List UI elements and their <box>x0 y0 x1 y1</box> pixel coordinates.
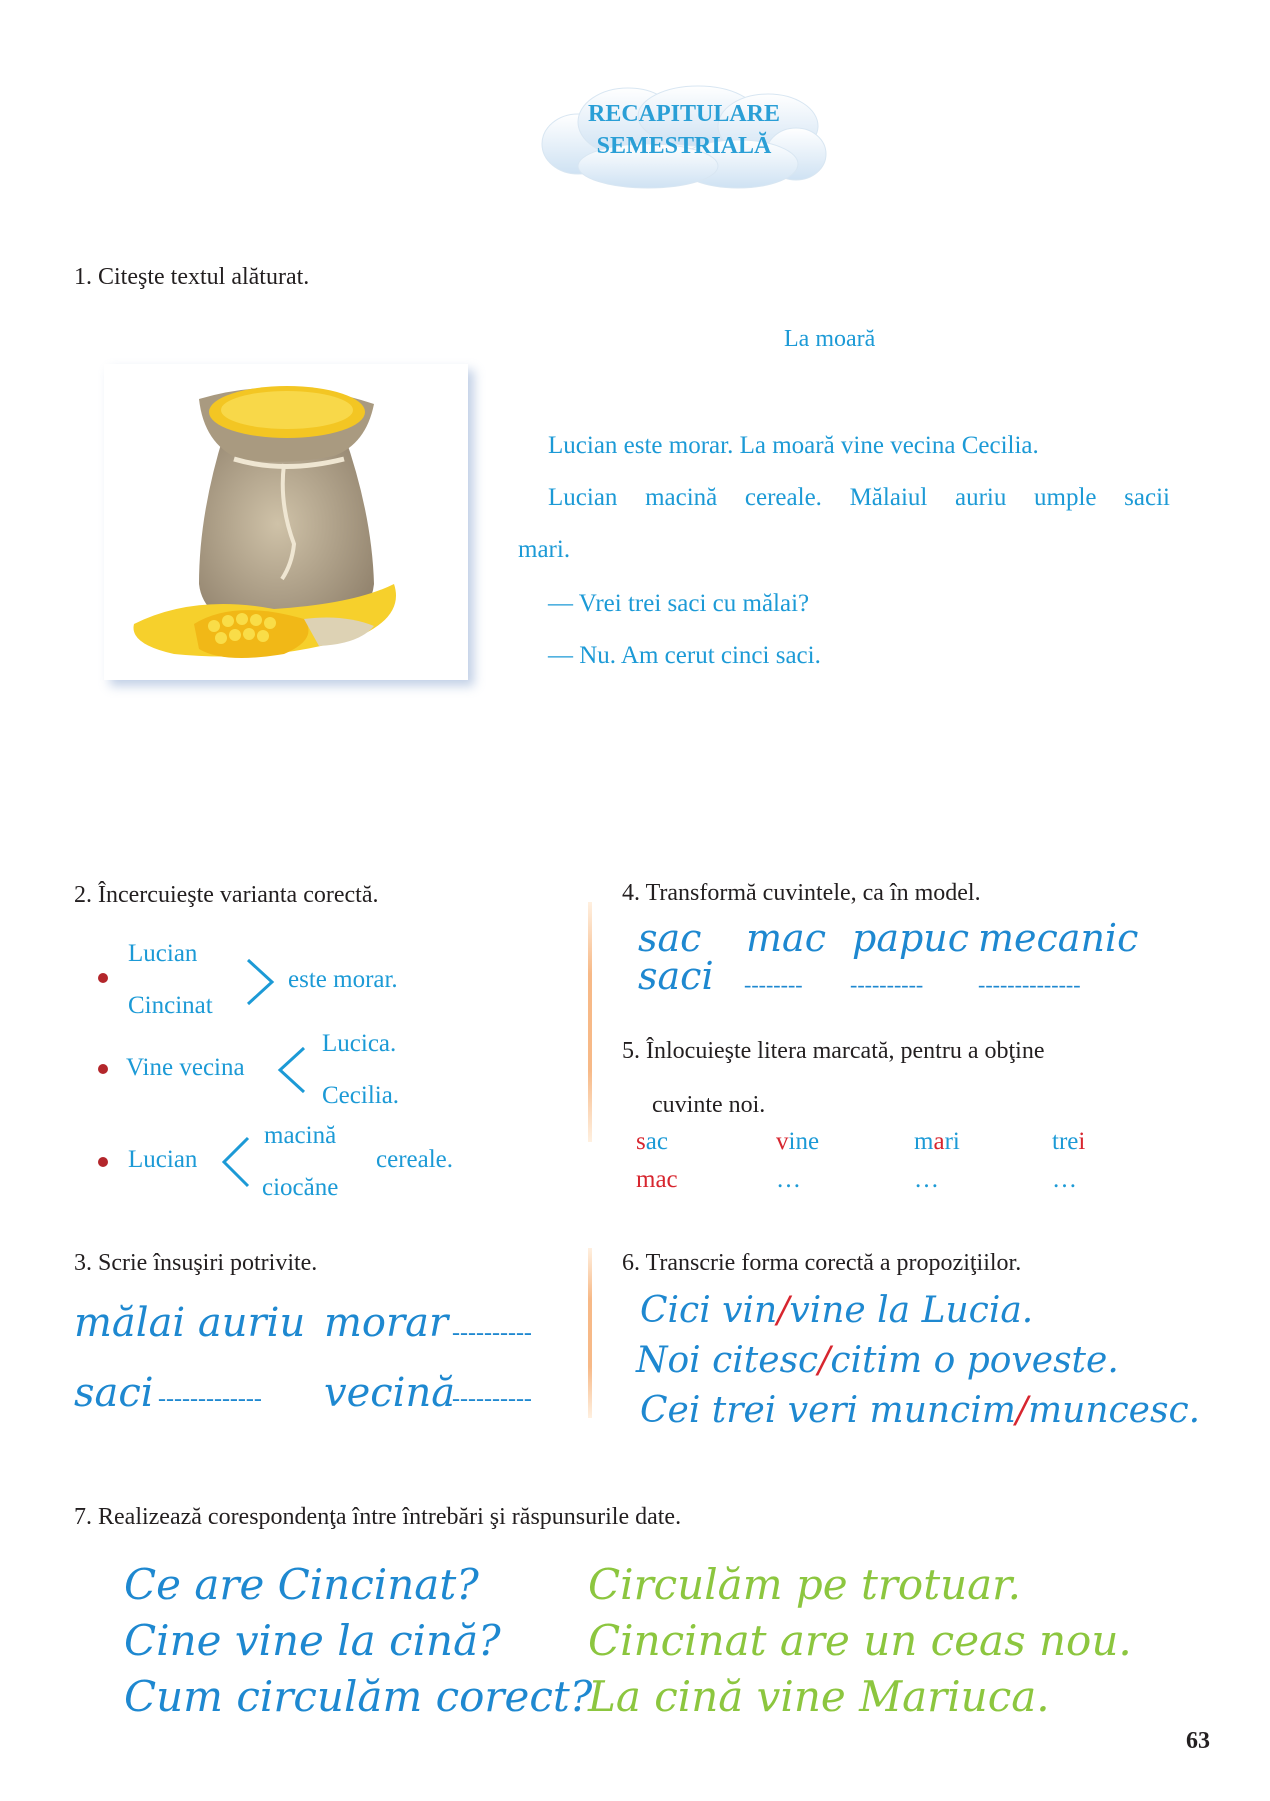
story-line-1: Lucian este morar. La moară vine vecina Cecilia. <box>548 432 1039 459</box>
story-line-5: — Nu. Am cerut cinci saci. <box>548 642 821 669</box>
badge-line2: SEMESTRIALĂ <box>596 133 772 159</box>
story-line-2-text: Lucian macină cereale. Mălaiul auriu umple sacii <box>548 484 1170 511</box>
ex5-answer-3[interactable]: … <box>914 1166 939 1193</box>
ex4-blank-2[interactable]: ---------- <box>850 972 924 997</box>
ex1-instruction: 1. Citeşte textul alăturat. <box>74 264 310 290</box>
corn-sack-image <box>104 364 468 680</box>
ex2-bullet-3 <box>98 1157 108 1167</box>
ex2-r2-opt2: Cecilia. <box>322 1082 400 1109</box>
ex5-word-4: trei <box>1052 1128 1086 1155</box>
ex5-marked-letter: i <box>1078 1128 1086 1155</box>
ex2-r3-opt2: ciocăne <box>262 1174 339 1201</box>
ex2-r2-opt1: Lucica. <box>322 1030 397 1057</box>
ex5-instruction-1: 5. Înlocuieşte litera marcată, pentru a obţine <box>622 1038 1045 1064</box>
ex3-blank-2[interactable]: ---------- <box>452 1320 532 1346</box>
ex7-question-2[interactable]: Cine vine la cină? <box>124 1616 501 1665</box>
slash-mark: / <box>1015 1390 1029 1431</box>
ex4-model: saci <box>638 954 714 998</box>
ex7-answer-1[interactable]: Circulăm pe trotuar. <box>588 1560 1021 1609</box>
header-badge <box>538 84 830 192</box>
ex2-instruction: 2. Încercuieşte varianta corectă. <box>74 882 379 908</box>
ex4-blank-3[interactable]: -------------- <box>978 972 1081 997</box>
ex3-word-3: saci <box>74 1370 154 1416</box>
chevron-left-icon <box>220 1134 252 1190</box>
ex5-instruction-2: cuvinte noi. <box>652 1092 766 1118</box>
ex5-marked-letter: v <box>776 1128 789 1155</box>
story-title: La moară <box>784 326 876 352</box>
ex3-instruction: 3. Scrie însuşiri potrivite. <box>74 1250 318 1276</box>
ex2-bullet-1 <box>98 973 108 983</box>
ex5-answer-1: mac <box>636 1166 678 1193</box>
ex7-question-1[interactable]: Ce are Cincinat? <box>124 1560 479 1609</box>
ex3-blank-4[interactable]: ---------- <box>452 1386 532 1412</box>
ex2-r2-start: Vine vecina <box>126 1054 245 1081</box>
ex4-blank-1[interactable]: -------- <box>744 972 803 997</box>
ex3-word-1: mălai auriu <box>74 1300 306 1346</box>
page-number: 63 <box>1186 1728 1210 1754</box>
ex5-answer-4[interactable]: … <box>1052 1166 1077 1193</box>
ex4-instruction: 4. Transformă cuvintele, ca în model. <box>622 880 981 906</box>
chevron-right-icon <box>244 956 276 1008</box>
separator-bottom <box>588 1248 592 1418</box>
ex7-answer-2[interactable]: Cincinat are un ceas nou. <box>588 1616 1132 1665</box>
ex5-marked-letter: a <box>933 1128 945 1155</box>
ex6-line-2: Noi citesc/citim o poveste. <box>636 1340 1119 1381</box>
ex3-blank-3[interactable]: ------------- <box>158 1386 262 1412</box>
ex7-instruction: 7. Realizează corespondenţa între întrebări şi răspunsurile date. <box>74 1504 682 1530</box>
ex6-instruction: 6. Transcrie forma corectă a propoziţiilor. <box>622 1250 1022 1276</box>
story-line-4: — Vrei trei saci cu mălai? <box>548 590 810 617</box>
ex6-line-3: Cei trei veri muncim/muncesc. <box>640 1390 1201 1431</box>
ex2-bullet-2 <box>98 1064 108 1074</box>
ex4-word-papuc: papuc <box>852 916 970 960</box>
ex5-word-2: vine <box>776 1128 820 1155</box>
ex5-word-1: sac <box>636 1128 668 1155</box>
ex2-r3-start: Lucian <box>128 1146 198 1173</box>
ex4-word-mecanic: mecanic <box>978 916 1139 960</box>
sack-icon <box>104 364 468 680</box>
chevron-left-icon <box>276 1044 308 1096</box>
ex2-r1-rest: este morar. <box>288 966 398 993</box>
ex7-answer-3[interactable]: La cină vine Mariuca. <box>588 1672 1050 1721</box>
separator-top <box>588 902 592 1142</box>
ex7-question-3[interactable]: Cum circulăm corect? <box>124 1672 593 1721</box>
ex4-word-sac: sac <box>638 916 702 960</box>
ex3-word-2: morar <box>324 1300 449 1346</box>
badge-line1: RECAPITULARE <box>587 101 781 127</box>
slash-mark: / <box>777 1290 790 1331</box>
ex5-answer-2[interactable]: … <box>776 1166 801 1193</box>
ex2-r1-opt2: Cincinat <box>128 992 213 1019</box>
ex2-r1-opt1: Lucian <box>128 940 198 967</box>
ex5-marked-letter: s <box>636 1128 646 1155</box>
story-line-2 <box>548 484 1170 512</box>
story-line-3: mari. <box>518 536 571 563</box>
ex2-r3-rest: cereale. <box>376 1146 454 1173</box>
ex6-line-1: Cici vin/vine la Lucia. <box>640 1290 1034 1331</box>
ex5-word-3: mari <box>914 1128 960 1155</box>
ex2-r3-opt1: macină <box>264 1122 337 1149</box>
slash-mark: / <box>818 1340 831 1381</box>
ex4-word-mac: mac <box>746 916 826 960</box>
ex3-word-4: vecină <box>324 1370 456 1416</box>
